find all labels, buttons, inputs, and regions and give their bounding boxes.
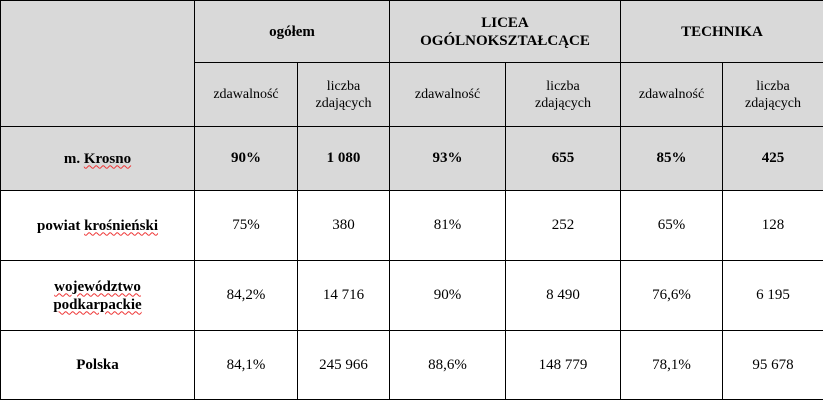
value-cell: 84,1% bbox=[195, 331, 298, 400]
subheader-count-technika-label: liczba zdających bbox=[745, 78, 801, 111]
table-row-krosno bbox=[1, 127, 823, 191]
value-cell: 8 490 bbox=[506, 261, 621, 331]
value-cell: 90% bbox=[390, 261, 506, 331]
subheader-pass-rate-licea: zdawalność bbox=[390, 63, 506, 127]
value-cell: 655 bbox=[506, 127, 621, 191]
region-cell-powiat bbox=[1, 191, 195, 261]
subheader-pass-rate-technika: zdawalność bbox=[621, 63, 723, 127]
value-cell: 88,6% bbox=[390, 331, 506, 400]
header-corner-cell bbox=[1, 1, 195, 127]
value-cell: 252 bbox=[506, 191, 621, 261]
subheader-pass-rate-ogolem: zdawalność bbox=[195, 63, 298, 127]
value-cell: 148 779 bbox=[506, 331, 621, 400]
region-cell-wojewodztwo bbox=[1, 261, 195, 331]
header-row-groups bbox=[1, 1, 823, 63]
subheader-count-ogolem-label: liczba zdających bbox=[315, 78, 372, 111]
subheader-count-licea-label: liczba zdających bbox=[535, 78, 591, 111]
region-cell-krosno bbox=[1, 127, 195, 191]
value-cell: 128 bbox=[723, 191, 823, 261]
region-prefix: m. bbox=[63, 150, 84, 167]
region-cell-polska: Polska bbox=[1, 331, 195, 400]
table-row-wojewodztwo bbox=[1, 261, 823, 331]
value-cell: 78,1% bbox=[621, 331, 723, 400]
value-cell: 14 716 bbox=[298, 261, 390, 331]
value-cell: 6 195 bbox=[723, 261, 823, 331]
value-cell: 90% bbox=[195, 127, 298, 191]
subheader-count-technika bbox=[723, 63, 823, 127]
value-cell: 75% bbox=[195, 191, 298, 261]
group-header-licea bbox=[390, 1, 621, 63]
group-header-ogolem: ogółem bbox=[195, 1, 390, 63]
region-name: Krosno bbox=[83, 150, 132, 167]
value-cell: 85% bbox=[621, 127, 723, 191]
table-row-powiat bbox=[1, 191, 823, 261]
subheader-count-ogolem bbox=[298, 63, 390, 127]
region-name: krośnieński bbox=[84, 217, 159, 234]
value-cell: 245 966 bbox=[298, 331, 390, 400]
region-line-1: województwo bbox=[54, 278, 141, 295]
value-cell: 380 bbox=[298, 191, 390, 261]
value-cell: 93% bbox=[390, 127, 506, 191]
table-row-polska bbox=[1, 331, 823, 400]
subheader-count-licea bbox=[506, 63, 621, 127]
value-cell: 1 080 bbox=[298, 127, 390, 191]
group-header-technika: TECHNIKA bbox=[621, 1, 823, 63]
value-cell: 81% bbox=[390, 191, 506, 261]
group-header-licea-label: LICEA OGÓLNOKSZTAŁCĄCE bbox=[420, 14, 590, 49]
value-cell: 95 678 bbox=[723, 331, 823, 400]
region-prefix: powiat bbox=[36, 217, 85, 234]
value-cell: 84,2% bbox=[195, 261, 298, 331]
value-cell: 76,6% bbox=[621, 261, 723, 331]
region-line-2: podkarpackie bbox=[53, 296, 142, 313]
value-cell: 65% bbox=[621, 191, 723, 261]
value-cell: 425 bbox=[723, 127, 823, 191]
